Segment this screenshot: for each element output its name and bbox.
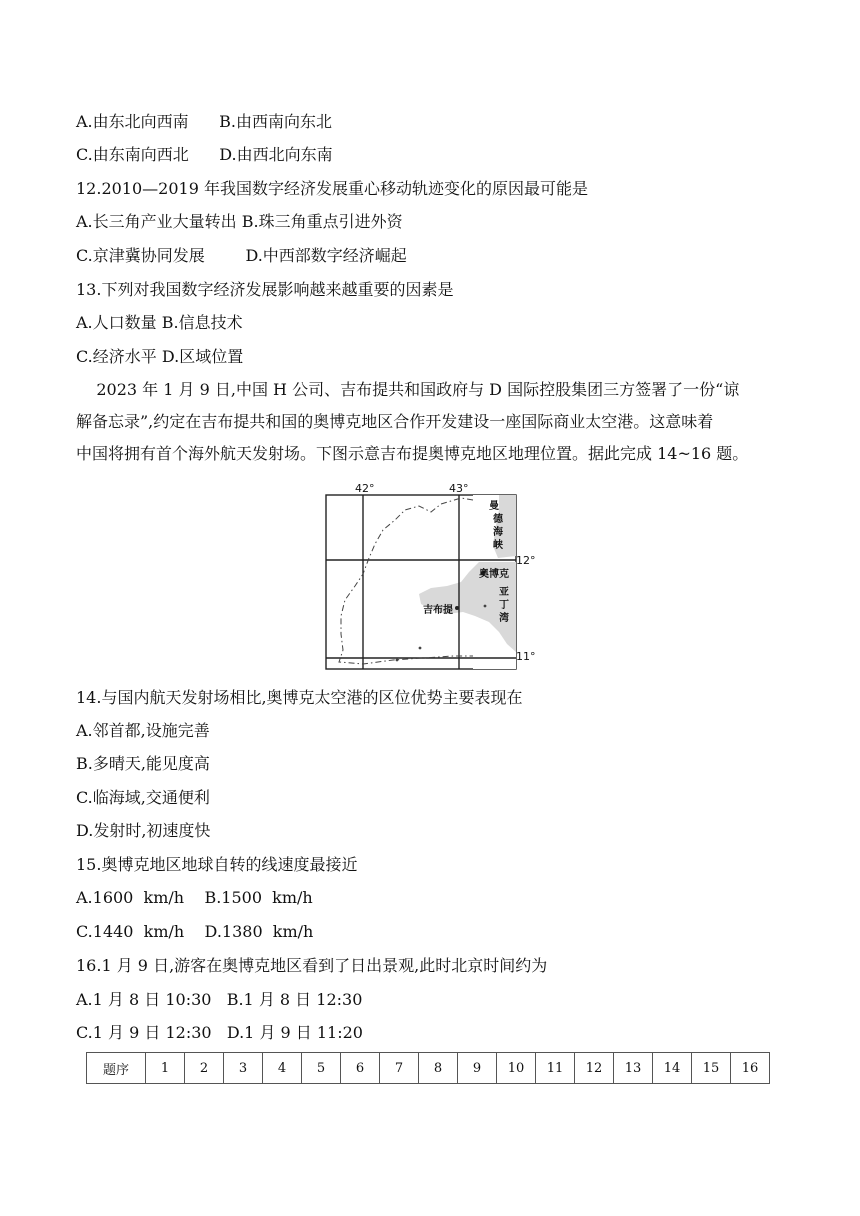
answer-cell: 3	[224, 1053, 263, 1084]
answer-cell: 16	[731, 1053, 770, 1084]
answer-cell: 14	[653, 1053, 692, 1084]
obock-location-map	[323, 482, 536, 672]
lat-label-12: 12°	[516, 554, 536, 567]
national-border	[339, 498, 473, 664]
q15-options-cd: C.1440 km/h D.1380 km/h	[76, 922, 314, 941]
answer-cell: 12	[575, 1053, 614, 1084]
answer-cell: 6	[341, 1053, 380, 1084]
answer-cell: 10	[497, 1053, 536, 1084]
q16-options-cd: C.1 月 9 日 12:30 D.1 月 9 日 11:20	[76, 1023, 363, 1042]
q15-options-ab: A.1600 km/h B.1500 km/h	[76, 888, 313, 907]
q14-option-c: C.临海域,交通便利	[76, 788, 210, 807]
q11-options-ab: A.由东北向西南 B.由西南向东北	[76, 112, 333, 131]
q11-options-cd: C.由东南向西北 D.由西北向东南	[76, 145, 333, 164]
q13-options-cd: C.经济水平 D.区域位置	[76, 347, 244, 366]
lat-label-11: 11°	[516, 650, 536, 663]
q14-option-d: D.发射时,初速度快	[76, 821, 211, 840]
answer-cell: 1	[146, 1053, 185, 1084]
lon-label-42: 42°	[355, 482, 375, 495]
q13-stem: 13.下列对我国数字经济发展影响越来越重要的因素是	[76, 280, 454, 299]
q16-options-ab: A.1 月 8 日 10:30 B.1 月 8 日 12:30	[76, 990, 363, 1009]
island-dot	[396, 659, 399, 662]
passage-paragraph	[76, 374, 784, 470]
q12-stem: 12.2010—2019 年我国数字经济发展重心移动轨迹变化的原因最可能是	[76, 179, 588, 198]
answer-table	[86, 1052, 770, 1084]
gulf-label-char: 亚	[499, 587, 509, 598]
strait-label-char: 德	[493, 514, 503, 525]
answer-cell: 5	[302, 1053, 341, 1084]
strait-label-char: 曼	[489, 501, 499, 512]
lon-label-43: 43°	[449, 482, 469, 495]
answer-cell: 7	[380, 1053, 419, 1084]
answer-cell: 8	[419, 1053, 458, 1084]
island-dot	[419, 647, 422, 650]
q14-stem: 14.与国内航天发射场相比,奥博克太空港的区位优势主要表现在	[76, 688, 523, 707]
answer-cell: 11	[536, 1053, 575, 1084]
q14-option-a: A.邻首都,设施完善	[76, 721, 210, 740]
strait-label-char: 海	[493, 527, 503, 538]
q15-stem: 15.奥博克地区地球自转的线速度最接近	[76, 855, 358, 874]
answer-table-header: 题序	[87, 1053, 146, 1084]
q12-options-ab: A.长三角产业大量转出 B.珠三角重点引进外资	[76, 212, 403, 231]
djibouti-label: 吉布提	[423, 605, 453, 616]
island-dot	[484, 605, 487, 608]
gulf-label-char: 丁	[499, 600, 509, 611]
answer-cell: 4	[263, 1053, 302, 1084]
obock-label: 奥博克	[479, 569, 509, 580]
djibouti-point	[455, 606, 459, 610]
q14-option-b: B.多晴天,能见度高	[76, 754, 210, 773]
answer-cell: 2	[185, 1053, 224, 1084]
passage-line: 2023 年 1 月 9 日,中国 H 公司、吉布提共和国政府与 D 国际控股集团三方签署了一份“谅	[76, 380, 740, 399]
passage-line: 解备忘录”,约定在吉布提共和国的奥博克地区合作开发建设一座国际商业太空港。这意味着	[76, 412, 714, 431]
q16-stem: 16.1 月 9 日,游客在奥博克地区看到了日出景观,此时北京时间约为	[76, 956, 548, 975]
passage-line: 中国将拥有首个海外航天发射场。下图示意吉布提奥博克地区地理位置。据此完成 14~16 题。	[76, 444, 749, 463]
strait-label-char: 峡	[493, 540, 503, 551]
q13-options-ab: A.人口数量 B.信息技术	[76, 313, 243, 332]
answer-cell: 9	[458, 1053, 497, 1084]
gulf-label-char: 湾	[499, 613, 509, 624]
q12-options-cd: C.京津冀协同发展 D.中西部数字经济崛起	[76, 246, 407, 265]
answer-cell: 15	[692, 1053, 731, 1084]
answer-cell: 13	[614, 1053, 653, 1084]
answer-table-row	[87, 1053, 770, 1084]
